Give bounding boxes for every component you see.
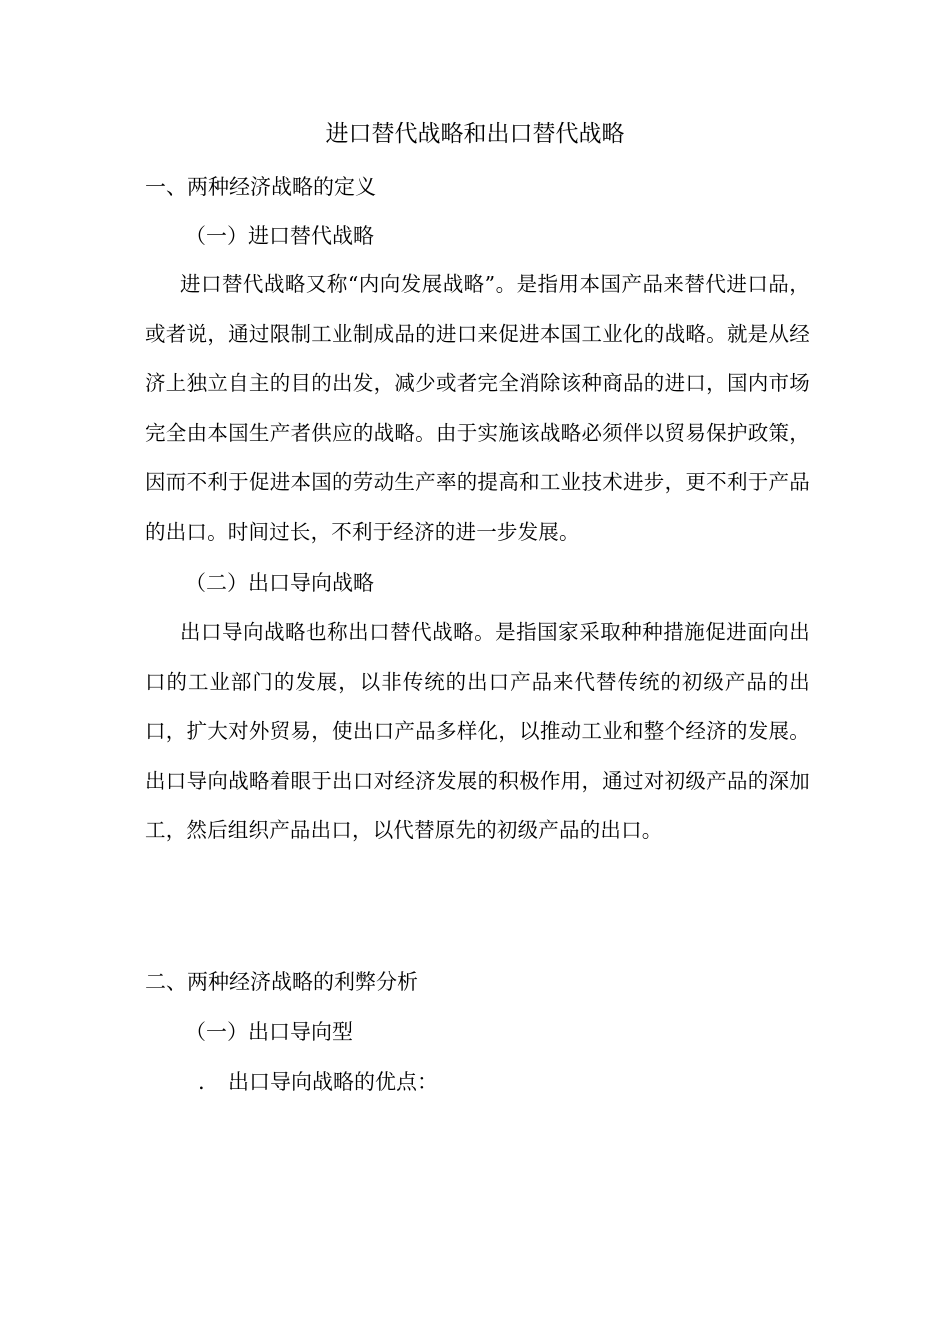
section-2-heading: 二、两种经济战略的利弊分析 — [145, 970, 418, 994]
list-item-text: 出口导向战略的优点： — [228, 1070, 438, 1094]
section-2-sub-1-heading: （一）出口导向型 — [185, 1020, 353, 1044]
list-item — [198, 1067, 438, 1097]
list-item-bullet: . — [198, 1070, 205, 1094]
section-1-heading: 一、两种经济战略的定义 — [145, 175, 376, 199]
section-1-sub-2-heading: （二）出口导向战略 — [185, 571, 374, 595]
section-1-sub-1-heading: （一）进口替代战略 — [185, 224, 374, 248]
section-1-sub-1-paragraph: 进口替代战略又称“内向发展战略”。是指用本国产品来替代进口品，或者说，通过限制工业制成品的进口来促进本国工业化的战略。就是从经济上独立自主的目的出发，减少或者完全消除该种商品的进口，国内市场完全由本国生产者供应的战略。由于实施该战略必须伴以贸易保护政策，因而不利于促进本国的劳动生产率的提高和工业技术进步，更不利于产品的出口。时间过长，不利于经济的进一步发展。 — [145, 272, 810, 544]
document-title: 进口替代战略和出口替代战略 — [325, 121, 625, 147]
section-1-sub-2-paragraph: 出口导向战略也称出口替代战略。是指国家采取种种措施促进面向出口的工业部门的发展，以非传统的出口产品来代替传统的初级产品的出口，扩大对外贸易，使出口产品多样化，以推动工业和整个经济的发展。出口导向战略着眼于出口对经济发展的积极作用，通过对初级产品的深加工，然后组织产品出口，以代替原先的初级产品的出口。 — [145, 620, 810, 842]
